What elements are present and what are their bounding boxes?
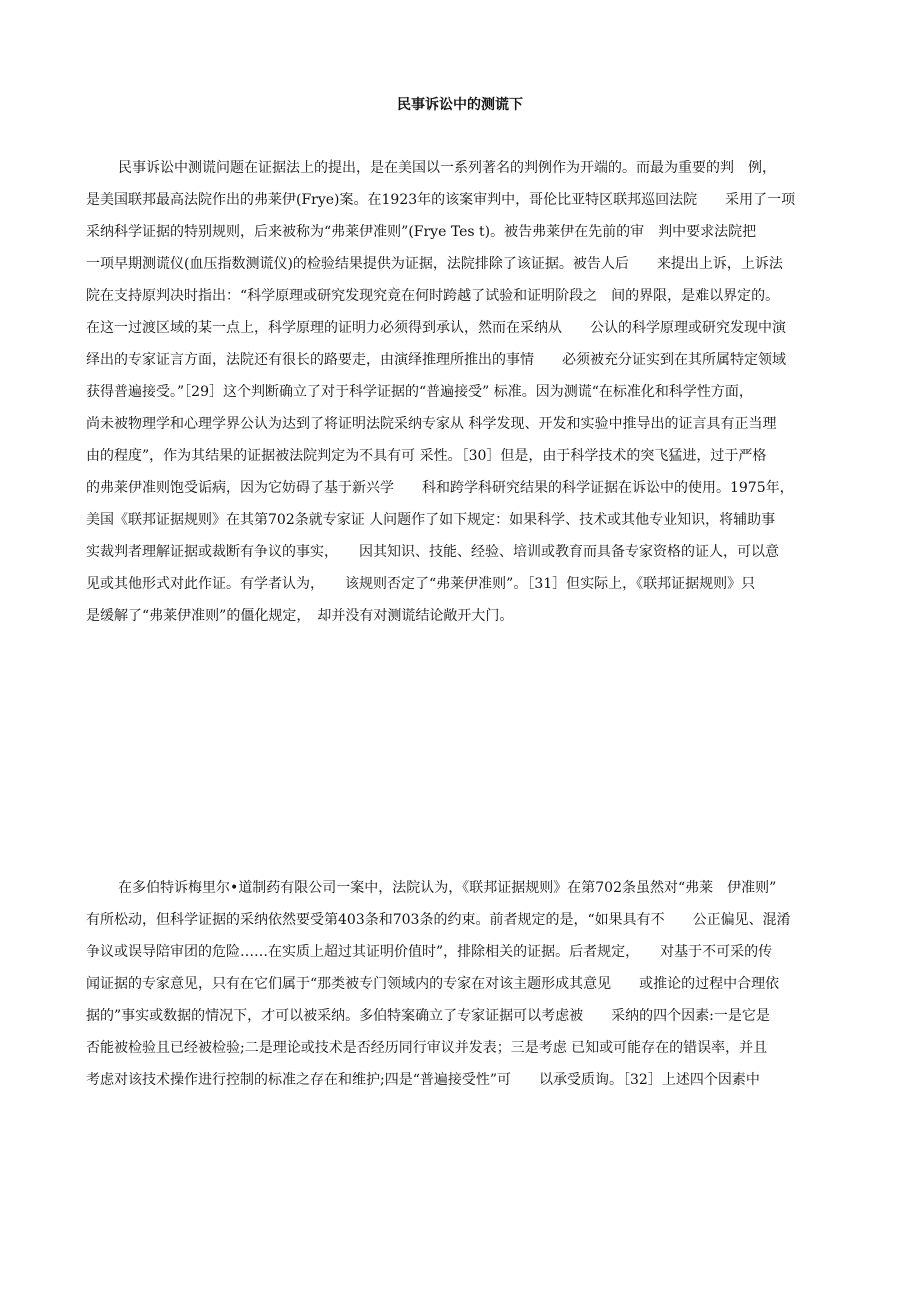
text-line: 绎出的专家证言方面，法院还有很长的路要走，由演绎推理所推出的事情 必须被充分证实到在其所属特定领域 — [86, 352, 786, 368]
text-line: 获得普遍接受。”［29］这个判断确立了对于科学证据的“普遍接受” 标准。因为测谎“在标准化和科学性方面， — [86, 384, 753, 400]
text-line: 见或其他形式对此作证。有学者认为， 该规则否定了“弗莱伊准则”。［31］但实际上，《联邦证据规则》只 — [86, 576, 756, 592]
text-line: 由的程度”，作为其结果的证据被法院判定为不具有可 采性。［30］但是，由于科学技术的突飞猛进，过于严格 — [86, 448, 767, 464]
text-line: 的弗莱伊准则饱受诟病，因为它妨碍了基于新兴学 科和跨学科研究结果的科学证据在诉讼中的使用。1975年， — [86, 480, 794, 496]
paragraph-1 — [86, 152, 846, 632]
text-line: 是缓解了“弗莱伊准则”的僵化规定， 却并没有对测谎结论敞开大门。 — [86, 608, 514, 624]
text-line: 闻证据的专家意见，只有在它们属于“那类被专门领域内的专家在对该主题形成其意见 或推论的过程中合理依 — [86, 976, 780, 992]
text-line: 一项早期测谎仪(血压指数测谎仪)的检验结果提供为证据，法院排除了该证据。被告人后 来提出上诉，上诉法 — [86, 256, 783, 272]
document-title: 民事诉讼中的测谎下 — [397, 97, 523, 113]
text-line: 据的”事实或数据的情况下，才可以被采纳。多伯特案确立了专家证据可以考虑被 采纳的四个因素:一是它是 — [86, 1008, 770, 1024]
text-line: 是美国联邦最高法院作出的弗莱伊(Frye)案。在1923年的该案审判中，哥伦比亚特区联邦巡回法院 采用了一项 — [86, 192, 796, 208]
text-line: 实裁判者理解证据或裁断有争议的事实， 因其知识、技能、经验、培训或教育而具备专家资格的证人，可以意 — [86, 544, 779, 560]
paragraph-2 — [86, 872, 846, 1096]
text-line: 美国《联邦证据规则》在其第702条就专家证 人问题作了如下规定：如果科学、技术或其他专业知识，将辅助事 — [86, 512, 776, 528]
text-line: 采纳科学证据的特别规则，后来被称为“弗莱伊准则”(Frye Tes t)。被告弗莱伊在先前的审 判中要求法院把 — [86, 224, 757, 240]
text-line: 在多伯特诉梅里尔•道制药有限公司一案中，法院认为，《联邦证据规则》在第702条虽然对“弗莱 伊准则” — [118, 880, 777, 896]
text-line: 有所松动，但科学证据的采纳依然要受第403条和703条的约束。前者规定的是，“如果具有不 公正偏见、混淆 — [86, 912, 791, 928]
text-line: 尚未被物理学和心理学界公认为达到了将证明法院采纳专家从 科学发现、开发和实验中推导出的证言具有正当理 — [86, 416, 777, 432]
text-line: 争议或误导陪审团的危险……在实质上超过其证明价值时”，排除相关的证据。后者规定， 对基于不可采的传 — [86, 944, 773, 960]
text-line: 民事诉讼中测谎问题在证据法上的提出，是在美国以一系列著名的判例作为开端的。而最为重要的判 例， — [118, 160, 776, 176]
text-line: 考虑对该技术操作进行控制的标准之存在和维护;四是“普遍接受性”可 以承受质询。［32］上述四个因素中 — [86, 1072, 760, 1088]
text-line: 院在支持原判决时指出：“科学原理或研究发现究竟在何时跨越了试验和证明阶段之 间的界限，是难以界定的。 — [86, 288, 780, 304]
text-line: 否能被检验且已经被检验;二是理论或技术是否经历同行审议并发表；三是考虑 已知或可能存在的错误率，并且 — [86, 1040, 768, 1056]
text-line: 在这一过渡区域的某一点上，科学原理的证明力必须得到承认，然而在采纳从 公认的科学原理或研究发现中演 — [86, 320, 786, 336]
